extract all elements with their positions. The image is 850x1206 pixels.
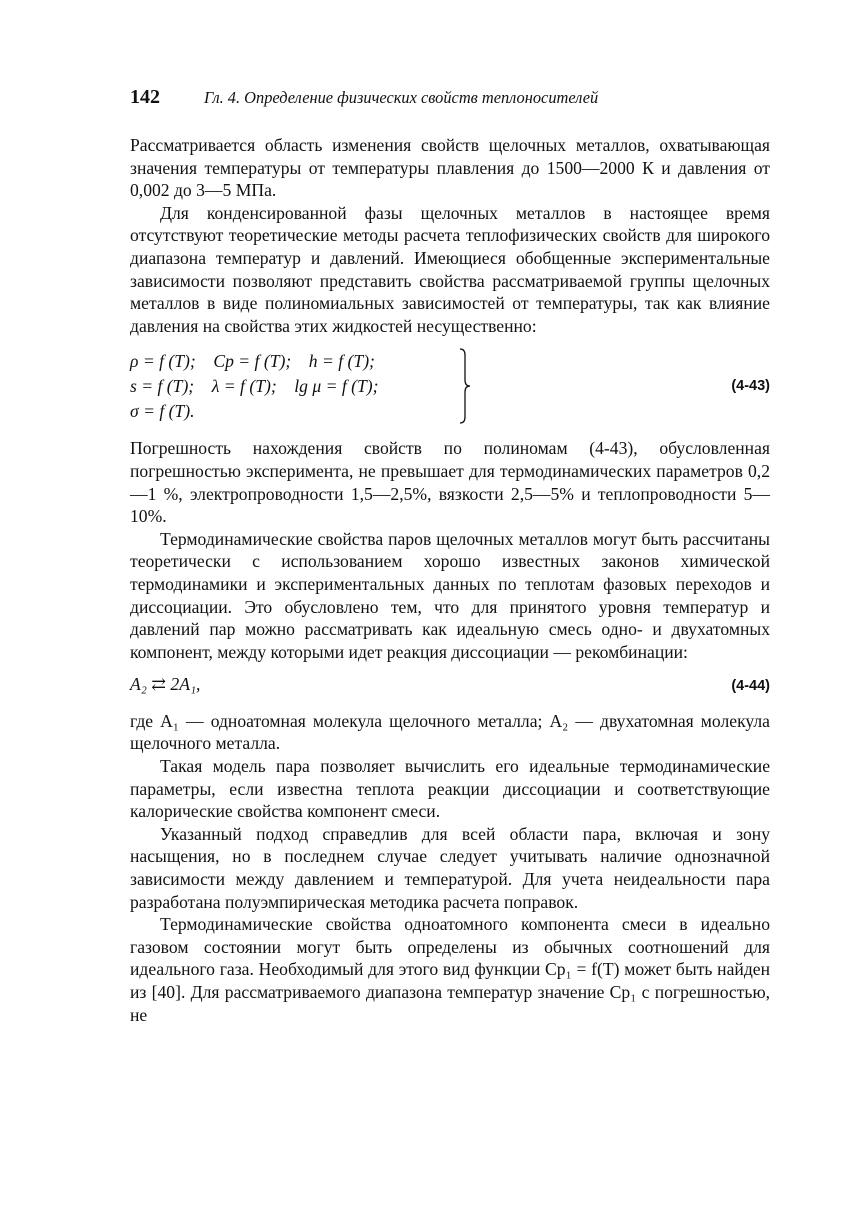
paragraph-6: Такая модель пара позволяет вычислить его идеальные термодинамические параметры, если известна теплота реакции диссоциации и соответствующие калорические свойства компонент смеси. [130,756,770,822]
paragraph-5: где A₁ — одноатомная молекула щелочного металла; A₂ — двухатомная молекула щелочного металла. [130,710,770,754]
right-brace-icon [458,347,472,425]
page-header [130,86,770,116]
equation-line-2: s = f (T); λ = f (T); lg μ = f (T); [130,375,379,396]
paragraph-8: Термодинамические свойства одноатомного компонента смеси в идеально газовом состоянии могут быть определены из обычных соотношений для идеального газа. Необходимый для этого вид функции Cp₁ = f(T) может быть найден из [40]. Для рассматриваемого диапазона температур значение Cp₁ с погрешностью, не [130,914,770,1025]
paragraph-2: Для конденсированной фазы щелочных металлов в настоящее время отсутствуют теоретические методы расчета теплофизических свойств для широкого диапазона температур и давлений. Имеющиеся обобщенные экспериментальные зависимости позволяют представить свойства рассматриваемой группы щелочных металлов в виде полиномиальных зависимостей от температуры, так как влияние давления на свойства этих жидкостей несущественно: [130,202,770,336]
running-title: Гл. 4. Определение физических свойств теплоносителей [204,88,599,107]
equation-4-43-lines [130,349,458,424]
equation-number-4-44: (4-44) [731,678,770,695]
paragraph-7: Указанный подход справедлив для всей области пара, включая и зону насыщения, но в последнем случае следует учитывать наличие однозначной зависимости между давлением и температурой. Для учета неидеальности пара разработана полуэмпирическая методика расчета поправок. [130,823,770,912]
equation-4-44 [130,673,770,698]
equation-number-4-43: (4-43) [731,378,770,395]
page-content [130,86,770,1026]
equation-4-43 [130,347,770,425]
equation-line-3: σ = f (T). [130,400,195,421]
paragraph-1: Рассматривается область изменения свойств щелочных металлов, охватывающая значения температуры от температуры плавления до 1500—2000 К и давления от 0,002 до 3—5 МПа. [130,135,770,201]
paragraph-4: Термодинамические свойства паров щелочных металлов могут быть рассчитаны теоретически с использованием хорошо известных законов химической термодинамики и экспериментальных данных по теплотам фазовых переходов и диссоциации. Это обусловлено тем, что для принятого уровня температур и давлений пар можно рассматривать как идеальную смесь одно- и двухатомных компонент, между которыми идет реакция диссоциации — рекомбинации: [130,528,770,662]
reaction-formula: A₂ ⇄ 2A₁, [130,674,201,695]
equation-line-1: ρ = f (T); Cp = f (T); h = f (T); [130,350,375,371]
paragraph-3: Погрешность нахождения свойств по полиномам (4-43), обусловленная погрешностью эксперимента, не превышает для термодинамических параметров 0,2—1 %, электропроводности 1,5—2,5%, вязкости 2,5—5% и теплопроводности 5—10%. [130,438,770,527]
page-number: 142 [130,86,160,108]
